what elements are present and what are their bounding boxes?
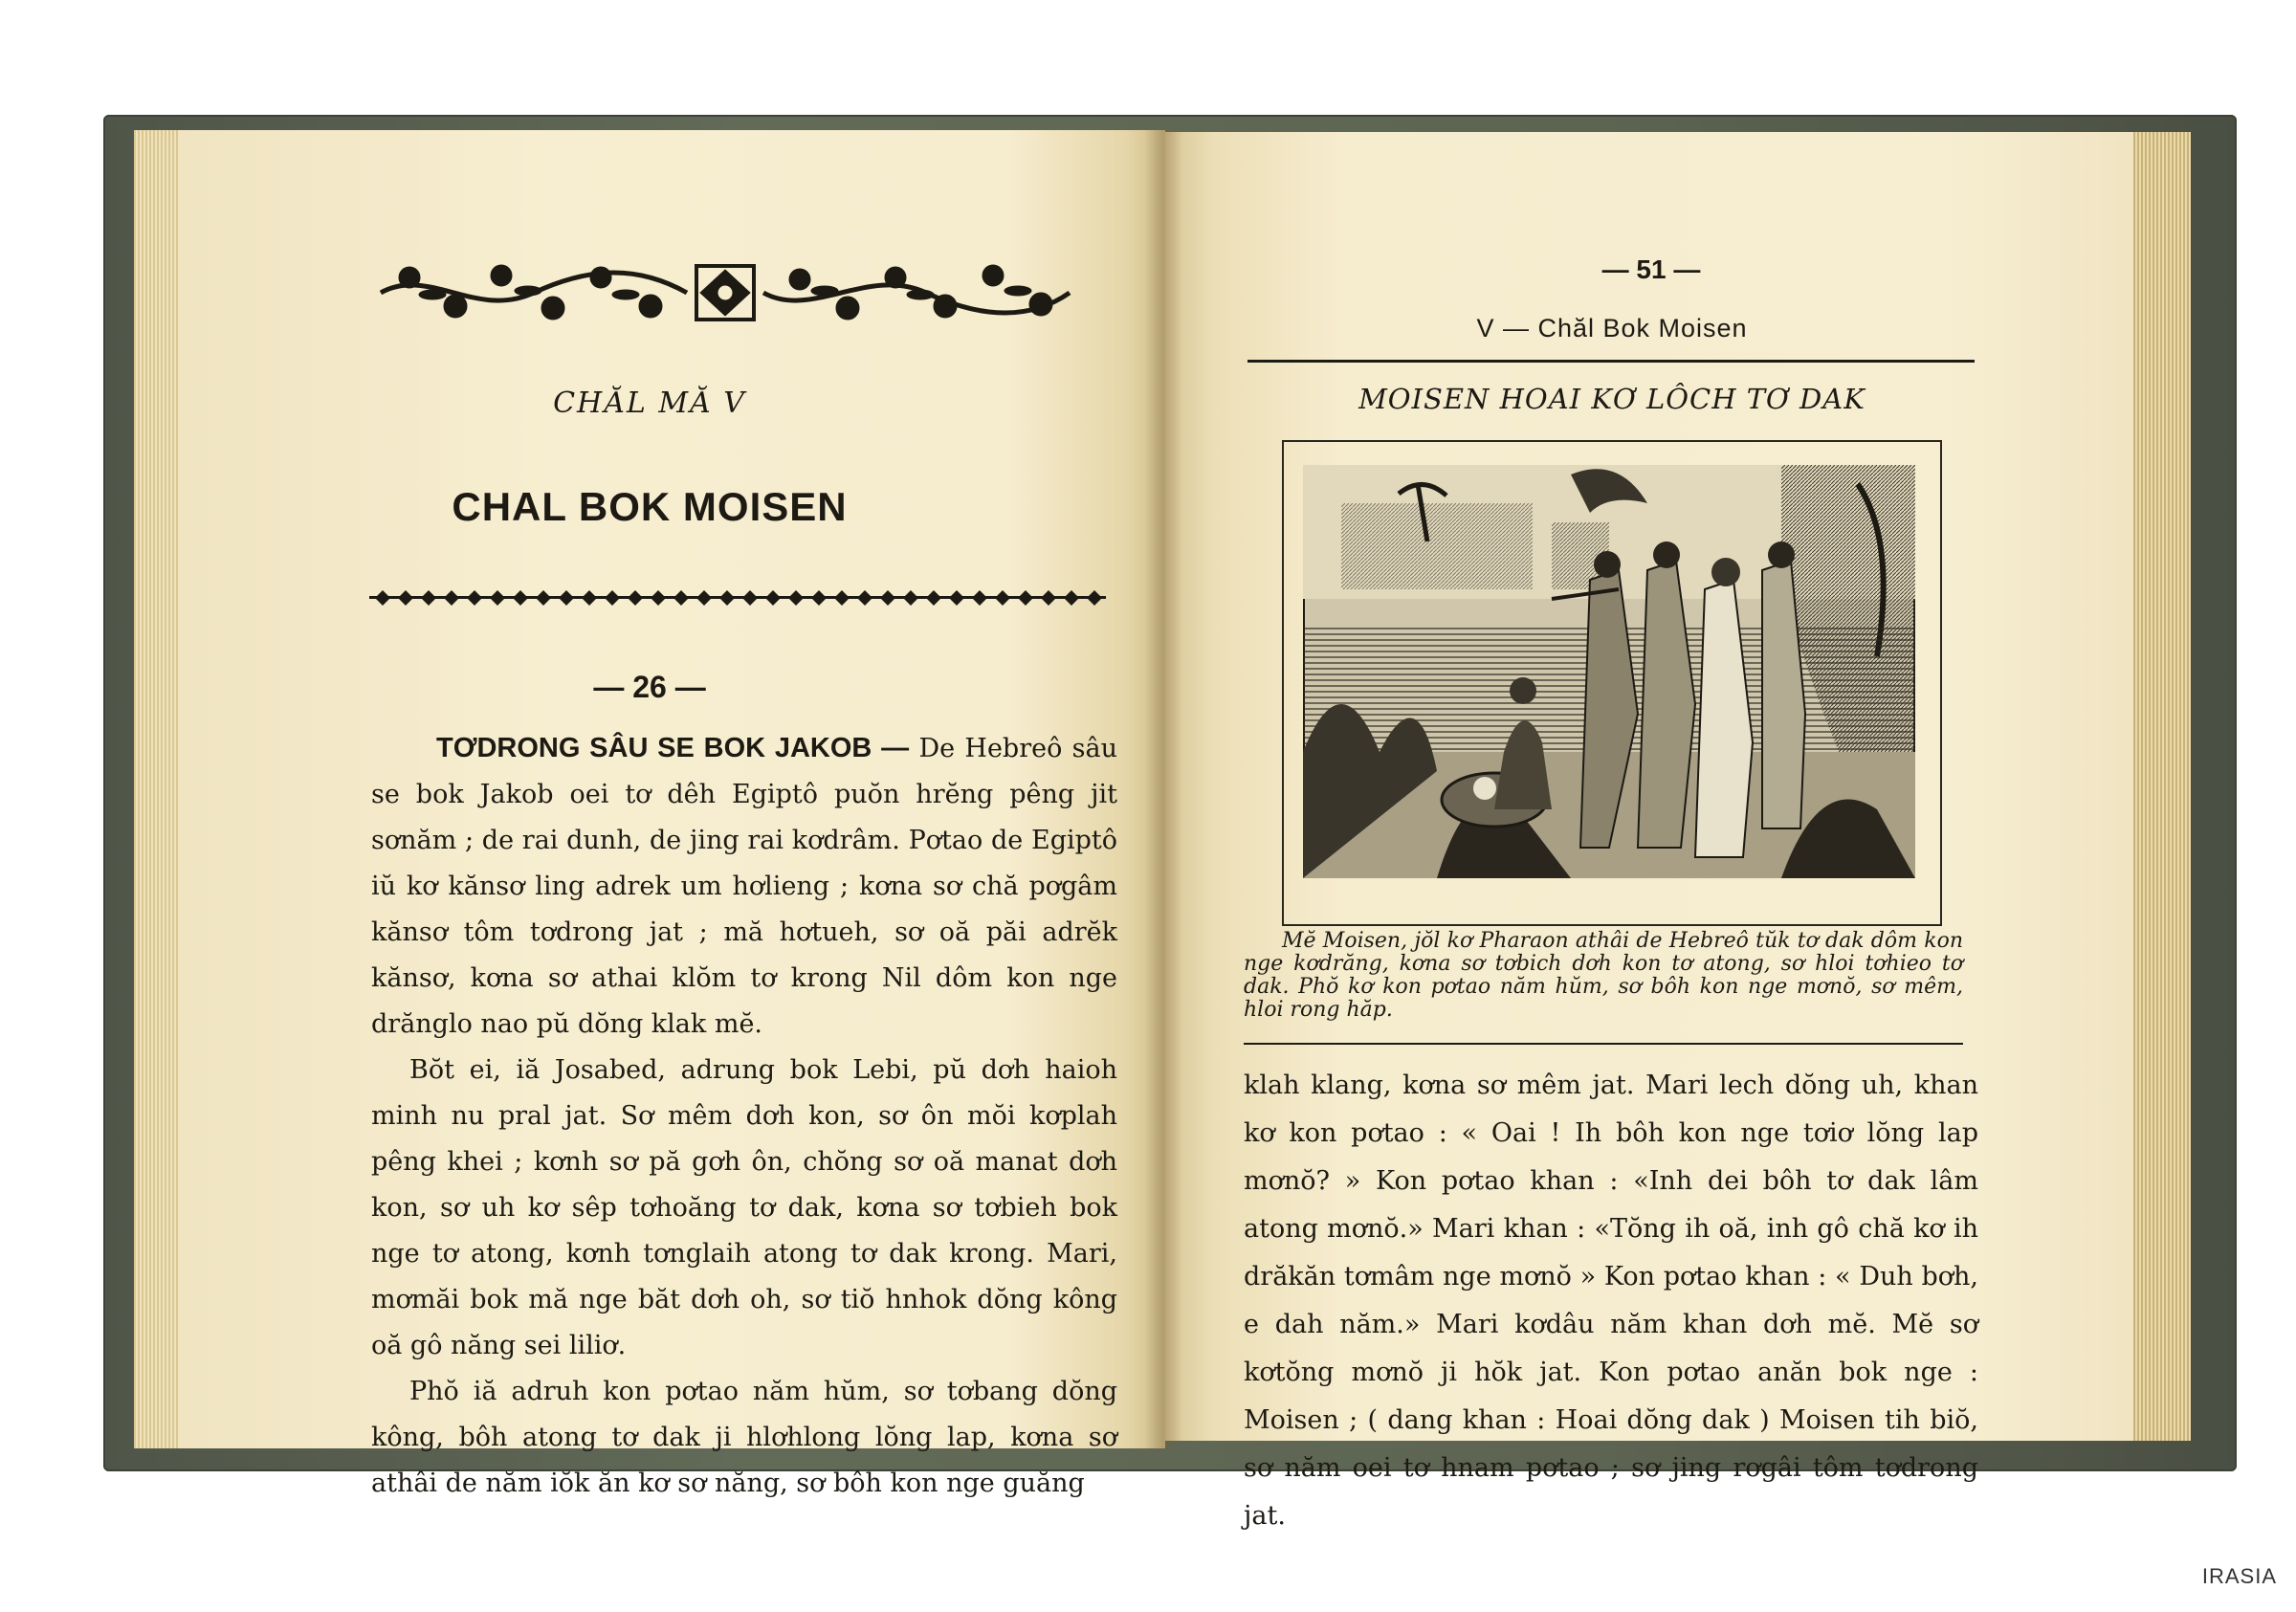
page-number: — 51 — (1601, 254, 1701, 284)
paragraph: klah klang, kơna sơ mêm jat. Mari lech dŏng uh, khan kơ kon pơtao : « Oai ! Ih bôh kon nge tơiơ lŏng lap mơnŏ? » Kon pơtao khan : «Inh dei bôh tơ dak lâm atong mơnŏ.» Mari khan : «Tŏng ih oă, inh gô chă kơ ih drăkăn tơmâm nge mơnŏ » Kon pơtao khan : « Duh bơh, e dah năm.» Mari kơdâu năm khan dơh mĕ. Mĕ sơ kơtŏng mơnŏ ji hŏk jat. Kon pơtao anăn bok nge : Moisen ; ( dang khan : Hoai dŏng dak ) Moisen tih biŏ, sơ năm oei tơ hnam pơtao ; sơ jing rơgâi tôm tơdrong jat. (1244, 1071, 1978, 1531)
paragraph: Phŏ iă adruh kon pơtao năm hŭm, sơ tơbang dŏng kông, bôh atong tơ dak ji hlơhlong lŏng lap, kơna sơ athâi de năm iŏk ăn kơ sơ năng, sơ bôh kon nge guăng (371, 1377, 1117, 1498)
lesson-number: — 26 — (593, 670, 706, 704)
paragraph-text: De Hebreô sâu se bok Jakob oei tơ dêh Egiptô puŏn hrĕng pêng jit sơnăm ; de rai dunh, de jing rai kơdrâm. Pơtao de Egiptô iŭ kơ kănsơ ling adrek um hơlieng ; kơna sơ chă pơgâm kănsơ tôm tơdrong jat ; mă hơtueh, sơ oă păi adrĕk kănsơ, kơna sơ athai klŏm tơ krong Nil dôm kon nge drănglo nao pŭ dŏng klak mĕ. (371, 734, 1117, 1039)
left-body-text (371, 725, 1117, 1507)
left-page-edges (134, 130, 178, 1448)
decorative-divider (369, 587, 1106, 608)
section-title: MOISEN HOAI KƠ LÔCH TƠ DAK (1358, 383, 1866, 415)
running-head: V — Chăl Bok Moisen (1476, 314, 1748, 342)
paragraph (371, 725, 1117, 1048)
right-body-text (1244, 1062, 1978, 1540)
floral-ornament (371, 256, 1079, 329)
right-page-edges (2133, 132, 2191, 1441)
caption-rule (1244, 1043, 1963, 1045)
figure-caption: Mĕ Moisen, jŏl kơ Pharaon athâi de Hebreô tŭk tơ dak dôm kon nge kơdrăng, kơna sơ tơbich dơh kon tơ atong, sơ hloi tơhieo tơ dak. Phŏ kơ kon pơtao năm hŭm, sơ bôh kon nge mơnŏ, sơ mêm, hloi rong hăp. (1244, 929, 1963, 1022)
illustration-engraving (1303, 465, 1915, 878)
chapter-label: CHĂL MĂ V (553, 386, 746, 420)
lesson-heading: TƠDRONG SÂU SE BOK JAKOB — (436, 733, 910, 763)
book-gutter (1144, 130, 1182, 1448)
header-rule (1247, 360, 1975, 363)
chapter-title: CHAL BOK MOISEN (452, 484, 848, 529)
watermark: IRASIA (2201, 1564, 2277, 1588)
paragraph: Bŏt ei, iă Josabed, adrung bok Lebi, pŭ dơh haioh minh nu pral jat. Sơ mêm dơh kon, sơ ôn mŏi kơplah pêng khei ; kơnh sơ pă gơh ôn, chŏng sơ oă manat dơh kon, sơ uh kơ sêp tơhoăng tơ dak, kơna sơ tơbieh bok nge tơ atong, kơnh tơnglaih atong tơ dak krong. Mari, mơmăi bok mă nge băt dơh oh, sơ tiŏ hnhok dŏng kông oă gô năng sei liliơ. (371, 1055, 1117, 1360)
